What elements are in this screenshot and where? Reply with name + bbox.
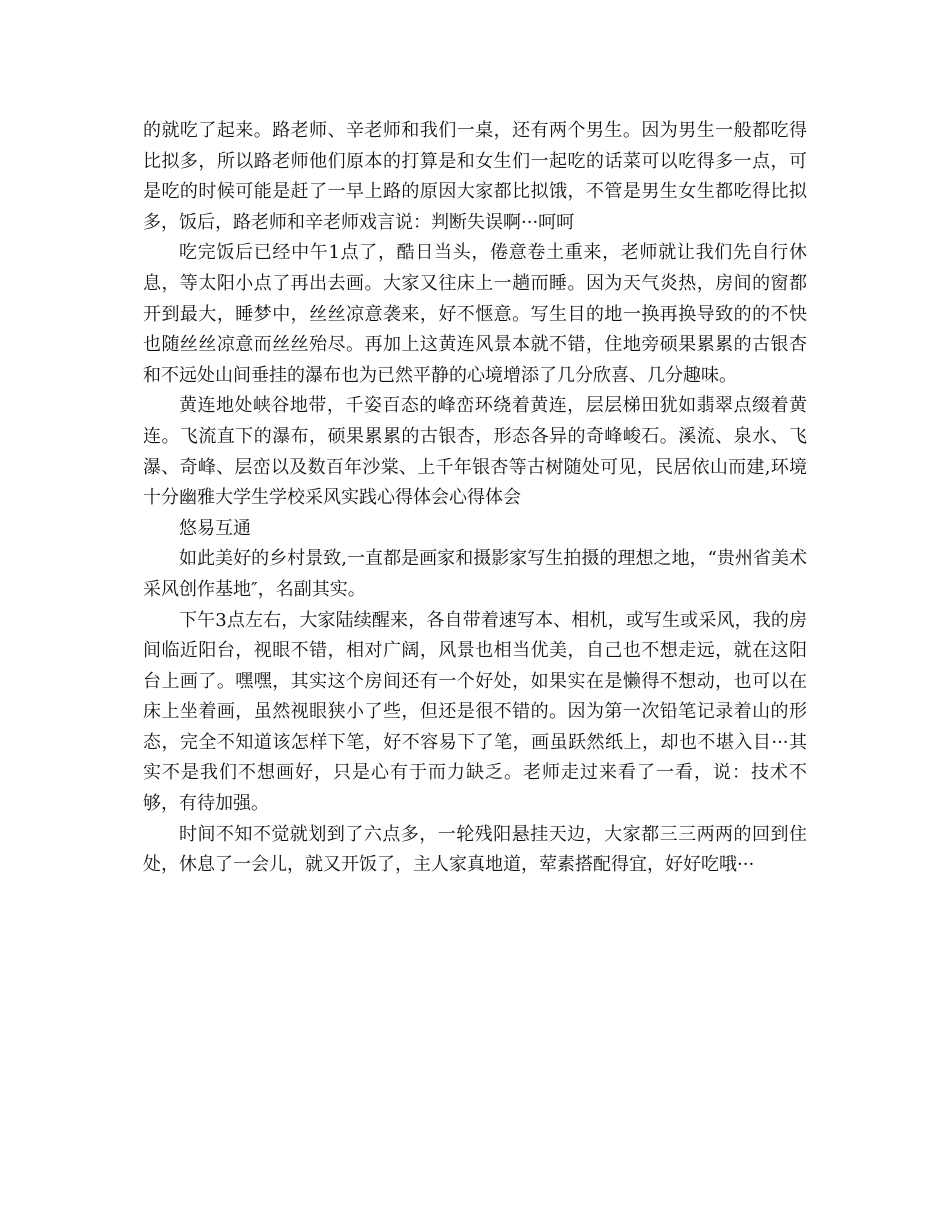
paragraph-2: 吃完饭后已经中午1点了，酷日当头，倦意卷土重来，老师就让我们先自行休息，等太阳小点了再出去画。大家又往床上一趟而睡。因为天气炎热，房间的窗都开到最大，睡梦中，丝丝凉意袭来，好不惬意。写生目的地一换再换导致的的不快也随丝丝凉意而丝丝殆尽。再加上这黄连风景本就不错，住地旁硕果累累的古银杏和不远处山间垂挂的瀑布也为已然平静的心境增添了几分欣喜、几分趣味。 [143,242,807,386]
paragraph-5: 如此美好的乡村景致,一直都是画家和摄影家写生拍摄的理想之地，“贵州省美术采风创作基地″，名副其实。 [143,548,807,600]
paragraph-6: 下午3点左右，大家陆续醒来，各自带着速写本、相机，或写生或采风，我的房间临近阳台，视眼不错，相对广阔，风景也相当优美，自己也不想走远，就在这阳台上画了。嘿嘿，其实这个房间还有一个好处，如果实在是懒得不想动，也可以在床上坐着画，虽然视眼狭小了些，但还是很不错的。因为第一次铅笔记录着山的形态，完全不知道该怎样下笔，好不容易下了笔，画虽跃然纸上，却也不堪入目···其实不是我们不想画好，只是心有于而力缺乏。老师走过来看了一看，说：技术不够，有待加强。 [143,609,807,815]
paragraph-7: 时间不知不觉就划到了六点多，一轮残阳悬挂天边，大家都三三两两的回到住处，休息了一会儿，就又开饭了，主人家真地道，荤素搭配得宜，好好吃哦··· [143,823,807,876]
paragraph-3: 黄连地处峡谷地带，千姿百态的峰峦环绕着黄连，层层梯田犹如翡翠点缀着黄连。飞流直下的瀑布，硕果累累的古银杏，形态各异的奇峰峻石。溪流、泉水、飞瀑、奇峰、层峦以及数百年沙棠、上千年银杏等古树随处可见，民居依山而建,环境十分幽雅大学生学校采风实践心得体会心得体会 [143,395,807,509]
document-body [143,116,807,881]
paragraph-1: 的就吃了起来。路老师、辛老师和我们一桌，还有两个男生。因为男生一般都吃得比拟多，所以路老师他们原本的打算是和女生们一起吃的话菜可以吃得多一点，可是吃的时候可能是赶了一早上路的原因大家都比拟饿，不管是男生女生都吃得比拟多，饭后，路老师和辛老师戏言说：判断失误啊···呵呵 [143,120,807,233]
paragraph-4: 悠易互通 [179,517,251,539]
